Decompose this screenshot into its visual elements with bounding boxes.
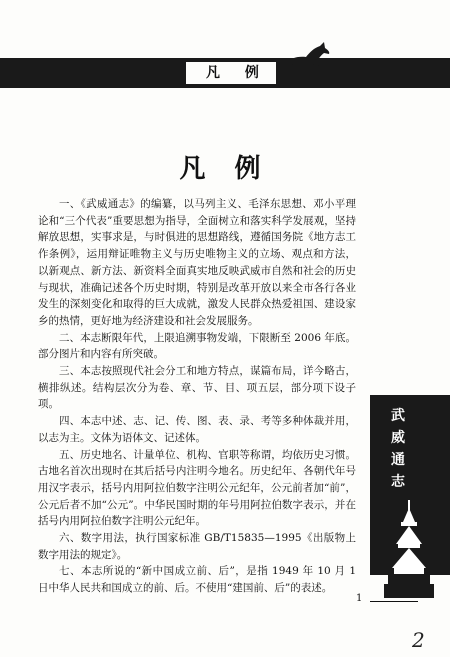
page-title: 凡 例 bbox=[179, 154, 271, 184]
handwritten-mark: 2 bbox=[412, 628, 425, 652]
body-text bbox=[38, 196, 356, 597]
page-number: 1 bbox=[356, 593, 363, 604]
side-title-char: 通 bbox=[391, 452, 405, 468]
side-title-char: 武 bbox=[391, 408, 405, 424]
pagoda-icon bbox=[384, 500, 434, 598]
galloping-horse-icon bbox=[280, 40, 332, 80]
side-title bbox=[388, 405, 408, 493]
paragraph: 七、本志所说的“新中国成立前、后”，是指 1949 年 10 月 1 日中华人民共和国成立的前、后。不使用“建国前、后”的表述。 bbox=[38, 565, 356, 595]
running-header: 凡 例 bbox=[206, 65, 269, 81]
paragraph: 六、数字用法，执行国家标准 GB/T15835—1995《出版物上数字用法的规定》。 bbox=[38, 532, 356, 561]
side-title-char: 志 bbox=[391, 474, 405, 490]
paragraph: 五、历史地名、计量单位、机构、官职等称谓，均依历史习惯。古地名首次出现时在其后括号内注明今地名。历史纪年、各朝代年号用汉字表示，括号内用阿拉伯数字注明公元纪年，公元前者加“前”，公元后者不加“公元”。中华民国时期的年号用阿拉伯数字表示，并在括号内用阿拉伯数字注明公元纪年。 bbox=[38, 448, 356, 528]
page-rule bbox=[370, 601, 418, 602]
paragraph: 二、本志断限年代，上限追溯事物发端，下限断至 2006 年底。部分图片和内容有所突破。 bbox=[38, 331, 356, 361]
side-title-char: 威 bbox=[391, 430, 405, 446]
paragraph: 三、本志按照现代社会分工和地方特点，谋篇布局，详今略古，横排纵述。结构层次分为卷、章、节、目、项五层，部分项下设子项。 bbox=[38, 365, 356, 411]
paragraph: 一、《武威通志》的编纂，以马列主义、毛泽东思想、邓小平理论和“三个代表”重要思想为指导，全面树立和落实科学发展观，坚持解放思想，实事求是，与时俱进的思想路线，遵循国务院《地方志工作条例》，运用辩证唯物主义与历史唯物主义的立场、观点和方法，以新观点、新方法、新资料全面真实地反映武威市自然和社会的历史与现状，准确记述各个历史时期，特别是改革开放以来全市各行各业发生的深刻变化和取得的巨大成就，激发人民群众热爱祖国、建设家乡的热情，更好地为经济建设和社会发展服务。 bbox=[38, 198, 356, 327]
paragraph: 四、本志中述、志、记、传、图、表、录、考等多种体裁并用，以志为主。文体为语体文、记述体。 bbox=[38, 415, 356, 444]
